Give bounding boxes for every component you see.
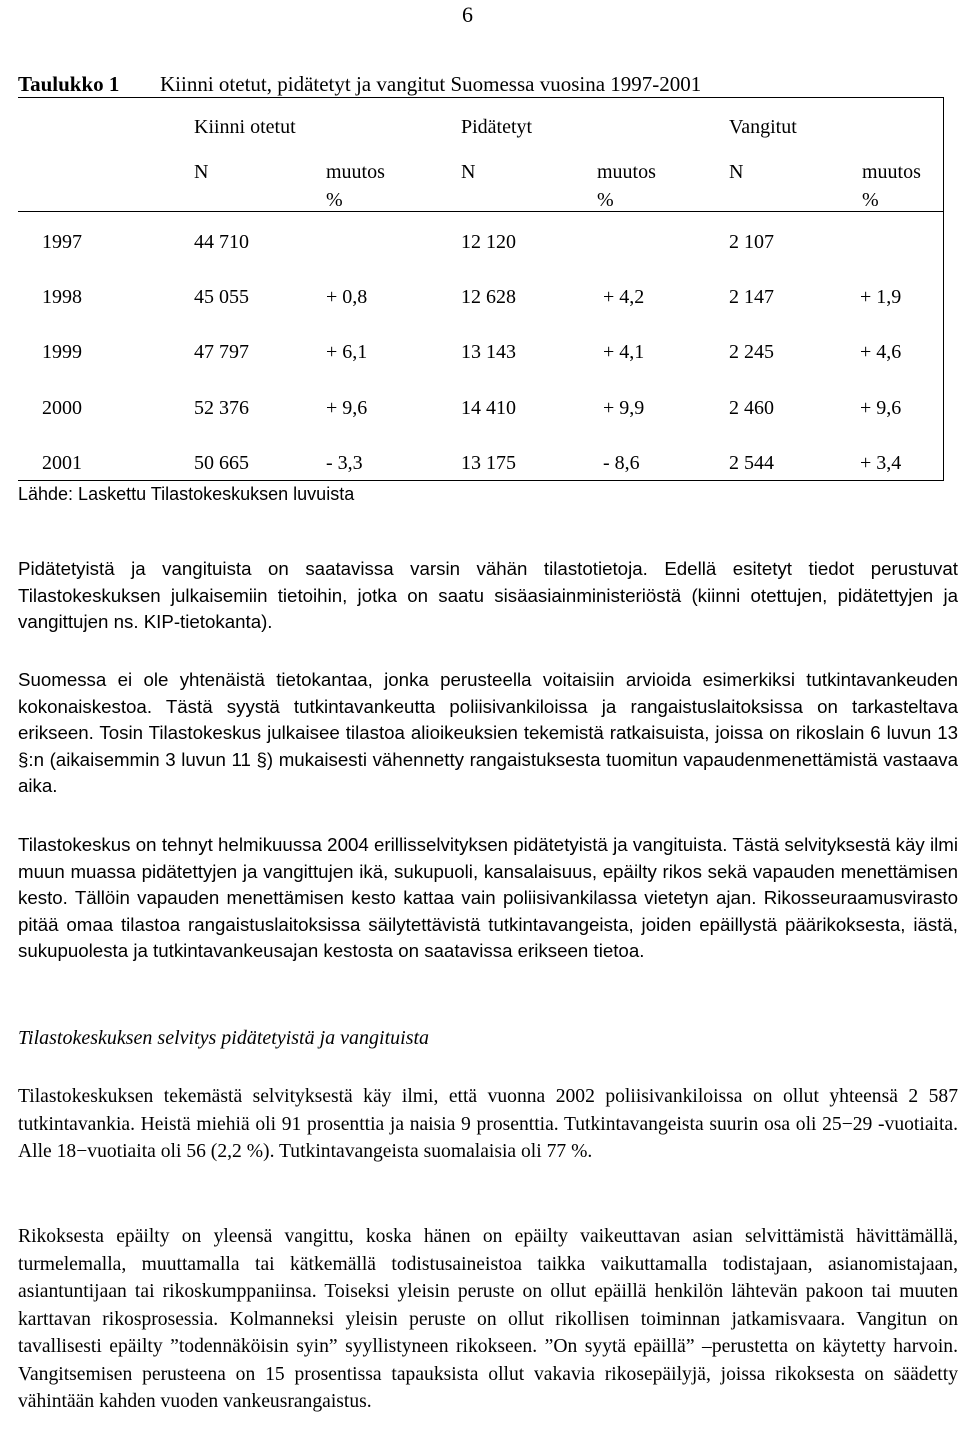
- cell-kiinni-change: + 0,8: [326, 286, 368, 308]
- table-header-rule: [18, 211, 944, 212]
- cell-vangitut-change: + 9,6: [860, 397, 902, 419]
- cell-vangitut-n: 2 544: [729, 452, 774, 474]
- table-source: Lähde: Laskettu Tilastokeskuksen luvuista: [18, 484, 355, 504]
- table-title: Kiinni otetut, pidätetyt ja vangitut Suomessa vuosina 1997-2001: [160, 72, 702, 96]
- cell-pidatetyt-n: 13 143: [461, 341, 516, 363]
- paragraph-custody-grounds: Rikoksesta epäilty on yleensä vangittu, koska hänen on epäilty vaikeuttavan asian selvittämistä hävittämällä, turmelemalla, muuttamalla tai kätkemällä todistusaineistoa taikka vaikuttamalla todistajaan, asianomistajaan, asiantuntijaan tai rikoskumppaniinsa. Toiseksi yleisin peruste on ollut epäillä henkilön lähtevän pakoon tai muuten karttavan rikosprosessia. Kolmanneksi yleisin peruste on ollut rikollisen toiminnan jatkamisvaara. Vangitun on tavallisesti epäilty ”todennäköisin syin” syyllistyneen rikokseen. ”On syytä epäillä” –perustetta on käytetty harvoin. Vangitsemisen perusteena on 15 prosentissa tapauksista ollut vakavia rikosepäilyjä, joissa rikoksesta on säädetty vähintään kahden vuoden vankeusrangaistus.: [18, 1226, 958, 1412]
- table-top-rule: [18, 97, 944, 98]
- cell-year: 1997: [42, 231, 82, 253]
- cell-vangitut-n: 2 245: [729, 341, 774, 363]
- page-number: 6: [462, 2, 473, 27]
- cell-kiinni-n: 52 376: [194, 397, 249, 419]
- cell-kiinni-n: 47 797: [194, 341, 249, 363]
- cell-kiinni-n: 44 710: [194, 231, 249, 253]
- subhead-change: muutos %: [862, 161, 921, 211]
- cell-kiinni-change: + 9,6: [326, 397, 368, 419]
- subhead-n: N: [729, 161, 744, 183]
- subhead-change: muutos %: [326, 161, 385, 211]
- subhead-n: N: [461, 161, 476, 183]
- cell-year: 2001: [42, 452, 82, 474]
- group-pidatetyt: Pidätetyt: [461, 116, 533, 138]
- paragraph-report-findings: Tilastokeskuksen tekemästä selvityksestä käy ilmi, että vuonna 2002 poliisivankiloissa on ollut yhteensä 2 587 tutkintavankia. Heistä miehiä oli 91 prosenttia ja naisia 9 prosenttia. Tutkintavangeista suurin osa oli 25−29 -vuotiaita. Alle 18−vuotiaita oli 56 (2,2 %). Tutkintavangeista suomalaisia oli 77 %.: [18, 1086, 958, 1162]
- cell-kiinni-n: 45 055: [194, 286, 249, 308]
- group-vangitut: Vangitut: [729, 116, 797, 138]
- cell-year: 1998: [42, 286, 82, 308]
- cell-kiinni-n: 50 665: [194, 452, 249, 474]
- paragraph-special-report: Tilastokeskus on tehnyt helmikuussa 2004 erillisselvityksen pidätetyistä ja vangituista. Tästä selvityksestä käy ilmi muun muassa pidätettyjen ja vangittujen ikä, sukupuoli, kansalaisuus, epäilty rikos sekä vapauden menettämisen kesto. Tällöin vapauden menettämisen kesto kattaa vain poliisivankilassa vietetyn ajan. Rikosseuraamusvirasto pitää omaa tilastoa rangaistuslaitoksissa säilytettävistä tutkintavangeista, joiden epäillystä päärikoksesta, iästä, sukupuolesta ja tutkintavankeusajan kestosta on saatavissa erikseen tietoa.: [18, 834, 958, 961]
- paragraph-kip-data: Pidätetyistä ja vangituista on saatavissa varsin vähän tilastotietoja. Edellä esitetyt tiedot perustuvat Tilastokeskuksen julkaisemiin tietoihin, jotka on saatu sisäasiainministeriöstä (kiinni otettujen, pidätettyjen ja vangittujen ns. KIP-tietokanta).: [18, 558, 958, 632]
- cell-kiinni-change: + 6,1: [326, 341, 368, 363]
- cell-vangitut-change: + 3,4: [860, 452, 902, 474]
- cell-pidatetyt-change: + 4,2: [603, 286, 645, 308]
- cell-pidatetyt-change: - 8,6: [603, 452, 640, 474]
- cell-vangitut-n: 2 460: [729, 397, 774, 419]
- cell-pidatetyt-n: 13 175: [461, 452, 516, 474]
- cell-vangitut-n: 2 107: [729, 231, 774, 253]
- group-kiinni-otetut: Kiinni otetut: [194, 116, 296, 138]
- table-right-rule: [943, 97, 944, 481]
- cell-pidatetyt-change: + 4,1: [603, 341, 645, 363]
- table-bottom-rule: [18, 480, 944, 481]
- cell-pidatetyt-n: 14 410: [461, 397, 516, 419]
- cell-pidatetyt-n: 12 120: [461, 231, 516, 253]
- cell-vangitut-change: + 1,9: [860, 286, 902, 308]
- cell-year: 2000: [42, 397, 82, 419]
- cell-year: 1999: [42, 341, 82, 363]
- section-heading: Tilastokeskuksen selvitys pidätetyistä ja vangituista: [18, 1027, 430, 1049]
- cell-vangitut-n: 2 147: [729, 286, 774, 308]
- subhead-n: N: [194, 161, 209, 183]
- table-label: Taulukko 1: [18, 72, 120, 96]
- subhead-change: muutos %: [597, 161, 656, 211]
- cell-pidatetyt-n: 12 628: [461, 286, 516, 308]
- cell-vangitut-change: + 4,6: [860, 341, 902, 363]
- paragraph-no-database: Suomessa ei ole yhtenäistä tietokantaa, jonka perusteella voitaisiin arvioida esimerkiksi tutkintavankeuden kokonaiskestoa. Tästä syystä tutkintavankeutta poliisivankiloissa ja rangaistuslaitoksissa on tarkasteltava erikseen. Tosin Tilastokeskus julkaisee tilastoa alioikeuksien tekemistä ratkaisuista, joissa on rikoslain 6 luvun 13 §:n (aikaisemmin 3 luvun 11 §) mukaisesti vähennetty rangaistuksesta tuomitun vapaudenmenettämistä vastaava aika.: [18, 669, 958, 796]
- cell-kiinni-change: - 3,3: [326, 452, 363, 474]
- cell-pidatetyt-change: + 9,9: [603, 397, 645, 419]
